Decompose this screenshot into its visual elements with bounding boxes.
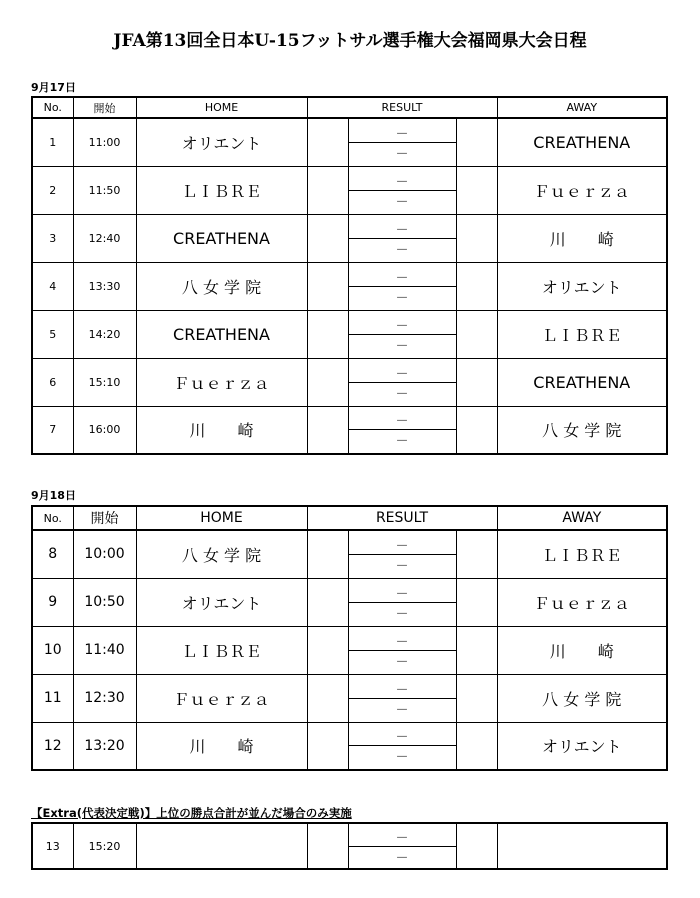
away-score-cell (456, 406, 497, 454)
away-score-cell (456, 166, 497, 214)
match-row (32, 214, 667, 262)
second-half-result: － (395, 654, 409, 670)
home-score-cell (307, 823, 348, 869)
result-cell (348, 530, 456, 578)
extra-label: 【Extra(代表決定戦)】上位の勝点合計が並んだ場合のみ実施 (31, 806, 352, 820)
away-team: Ｆｕｅｒｚａ (497, 166, 667, 214)
first-half-result: － (349, 726, 456, 746)
match-row (32, 626, 667, 674)
home-team: CREATHENA (136, 310, 307, 358)
match-number: 7 (32, 406, 73, 454)
result-cell (348, 406, 456, 454)
header-start: 開始 (73, 506, 136, 530)
match-number: 12 (32, 722, 73, 770)
first-half-result: － (349, 267, 456, 287)
header-away: AWAY (497, 506, 667, 530)
match-number: 11 (32, 674, 73, 722)
match-number: 3 (32, 214, 73, 262)
second-half-result: － (395, 242, 409, 258)
away-score-cell (456, 578, 497, 626)
table-header-row (32, 506, 667, 530)
match-row (32, 166, 667, 214)
match-start-time: 13:30 (73, 262, 136, 310)
away-team: 八 女 学 院 (497, 406, 667, 454)
header-away: AWAY (497, 97, 667, 118)
second-half-result: － (395, 194, 409, 210)
second-half-result: － (395, 750, 409, 766)
header-home: HOME (136, 97, 307, 118)
away-team: オリエント (497, 262, 667, 310)
away-score-cell (456, 262, 497, 310)
away-score-cell (456, 722, 497, 770)
match-number: 9 (32, 578, 73, 626)
match-start-time: 13:20 (73, 722, 136, 770)
away-score-cell (456, 310, 497, 358)
first-half-result: － (349, 410, 456, 430)
result-cell (348, 722, 456, 770)
away-score-cell (456, 214, 497, 262)
match-row (32, 823, 667, 869)
day1-date-label: 9月17日 (31, 81, 76, 94)
header-no: No. (32, 97, 73, 118)
away-score-cell (456, 674, 497, 722)
away-score-cell (456, 118, 497, 166)
match-row (32, 406, 667, 454)
match-start-time: 10:50 (73, 578, 136, 626)
away-team: CREATHENA (497, 358, 667, 406)
home-team: オリエント (136, 118, 307, 166)
away-score-cell (456, 823, 497, 869)
result-cell (348, 626, 456, 674)
home-team: Ｆｕｅｒｚａ (136, 674, 307, 722)
home-team (136, 823, 307, 869)
match-start-time: 11:00 (73, 118, 136, 166)
match-start-time: 15:20 (73, 823, 136, 869)
home-score-cell (307, 626, 348, 674)
table-header-row (32, 97, 667, 118)
match-row (32, 674, 667, 722)
second-half-result: － (395, 338, 409, 354)
home-score-cell (307, 358, 348, 406)
away-team: ＬＩＢＲＥ (497, 530, 667, 578)
match-number: 2 (32, 166, 73, 214)
result-cell (348, 823, 456, 869)
header-home: HOME (136, 506, 307, 530)
first-half-result: － (349, 363, 456, 383)
second-half-result: － (395, 434, 409, 450)
result-cell (348, 674, 456, 722)
home-score-cell (307, 674, 348, 722)
header-result: RESULT (307, 506, 497, 530)
page-title: JFA第13回全日本U-15フットサル選手権大会福岡県大会日程 (113, 31, 587, 51)
match-number: 1 (32, 118, 73, 166)
match-start-time: 12:30 (73, 674, 136, 722)
header-start: 開始 (73, 97, 136, 118)
header-result: RESULT (307, 97, 497, 118)
home-team: Ｆｕｅｒｚａ (136, 358, 307, 406)
home-team: 八 女 学 院 (136, 530, 307, 578)
match-number: 6 (32, 358, 73, 406)
match-start-time: 11:40 (73, 626, 136, 674)
second-half-result: － (395, 290, 409, 306)
home-score-cell (307, 310, 348, 358)
match-number: 10 (32, 626, 73, 674)
second-half-result: － (395, 850, 409, 866)
away-score-cell (456, 626, 497, 674)
home-team: CREATHENA (136, 214, 307, 262)
away-score-cell (456, 530, 497, 578)
away-team: ＬＩＢＲＥ (497, 310, 667, 358)
away-team: Ｆｕｅｒｚａ (497, 578, 667, 626)
away-team: 川 崎 (497, 626, 667, 674)
match-row (32, 118, 667, 166)
home-score-cell (307, 214, 348, 262)
match-start-time: 10:00 (73, 530, 136, 578)
away-team: オリエント (497, 722, 667, 770)
match-number: 8 (32, 530, 73, 578)
home-team: 川 崎 (136, 722, 307, 770)
extra-schedule-table (31, 822, 668, 870)
match-row (32, 358, 667, 406)
home-team: ＬＩＢＲＥ (136, 166, 307, 214)
home-team: オリエント (136, 578, 307, 626)
away-score-cell (456, 358, 497, 406)
first-half-result: － (349, 219, 456, 239)
away-team: 八 女 学 院 (497, 674, 667, 722)
day2-date-label: 9月18日 (31, 489, 76, 502)
result-cell (348, 578, 456, 626)
match-start-time: 12:40 (73, 214, 136, 262)
home-score-cell (307, 166, 348, 214)
match-number: 13 (32, 823, 73, 869)
away-team: 川 崎 (497, 214, 667, 262)
away-team (497, 823, 667, 869)
first-half-result: － (349, 171, 456, 191)
second-half-result: － (395, 606, 409, 622)
second-half-result: － (395, 558, 409, 574)
match-start-time: 14:20 (73, 310, 136, 358)
result-cell (348, 118, 456, 166)
match-start-time: 11:50 (73, 166, 136, 214)
match-number: 5 (32, 310, 73, 358)
first-half-result: － (349, 631, 456, 651)
second-half-result: － (395, 146, 409, 162)
first-half-result: － (349, 535, 456, 555)
day2-schedule-table (31, 505, 668, 771)
result-cell (348, 358, 456, 406)
home-score-cell (307, 262, 348, 310)
away-team: CREATHENA (497, 118, 667, 166)
second-half-result: － (395, 386, 409, 402)
match-row (32, 530, 667, 578)
match-row (32, 578, 667, 626)
first-half-result: － (349, 679, 456, 699)
result-cell (348, 214, 456, 262)
match-row (32, 722, 667, 770)
second-half-result: － (395, 702, 409, 718)
day1-schedule-table (31, 96, 668, 455)
home-score-cell (307, 118, 348, 166)
header-no: No. (32, 506, 73, 530)
result-cell (348, 166, 456, 214)
first-half-result: － (349, 827, 456, 847)
home-team: 川 崎 (136, 406, 307, 454)
first-half-result: － (349, 583, 456, 603)
first-half-result: － (349, 123, 456, 143)
match-row (32, 262, 667, 310)
home-score-cell (307, 406, 348, 454)
result-cell (348, 262, 456, 310)
match-number: 4 (32, 262, 73, 310)
match-start-time: 16:00 (73, 406, 136, 454)
match-row (32, 310, 667, 358)
home-score-cell (307, 530, 348, 578)
home-score-cell (307, 722, 348, 770)
home-score-cell (307, 578, 348, 626)
result-cell (348, 310, 456, 358)
match-start-time: 15:10 (73, 358, 136, 406)
first-half-result: － (349, 315, 456, 335)
home-team: 八 女 学 院 (136, 262, 307, 310)
home-team: ＬＩＢＲＥ (136, 626, 307, 674)
